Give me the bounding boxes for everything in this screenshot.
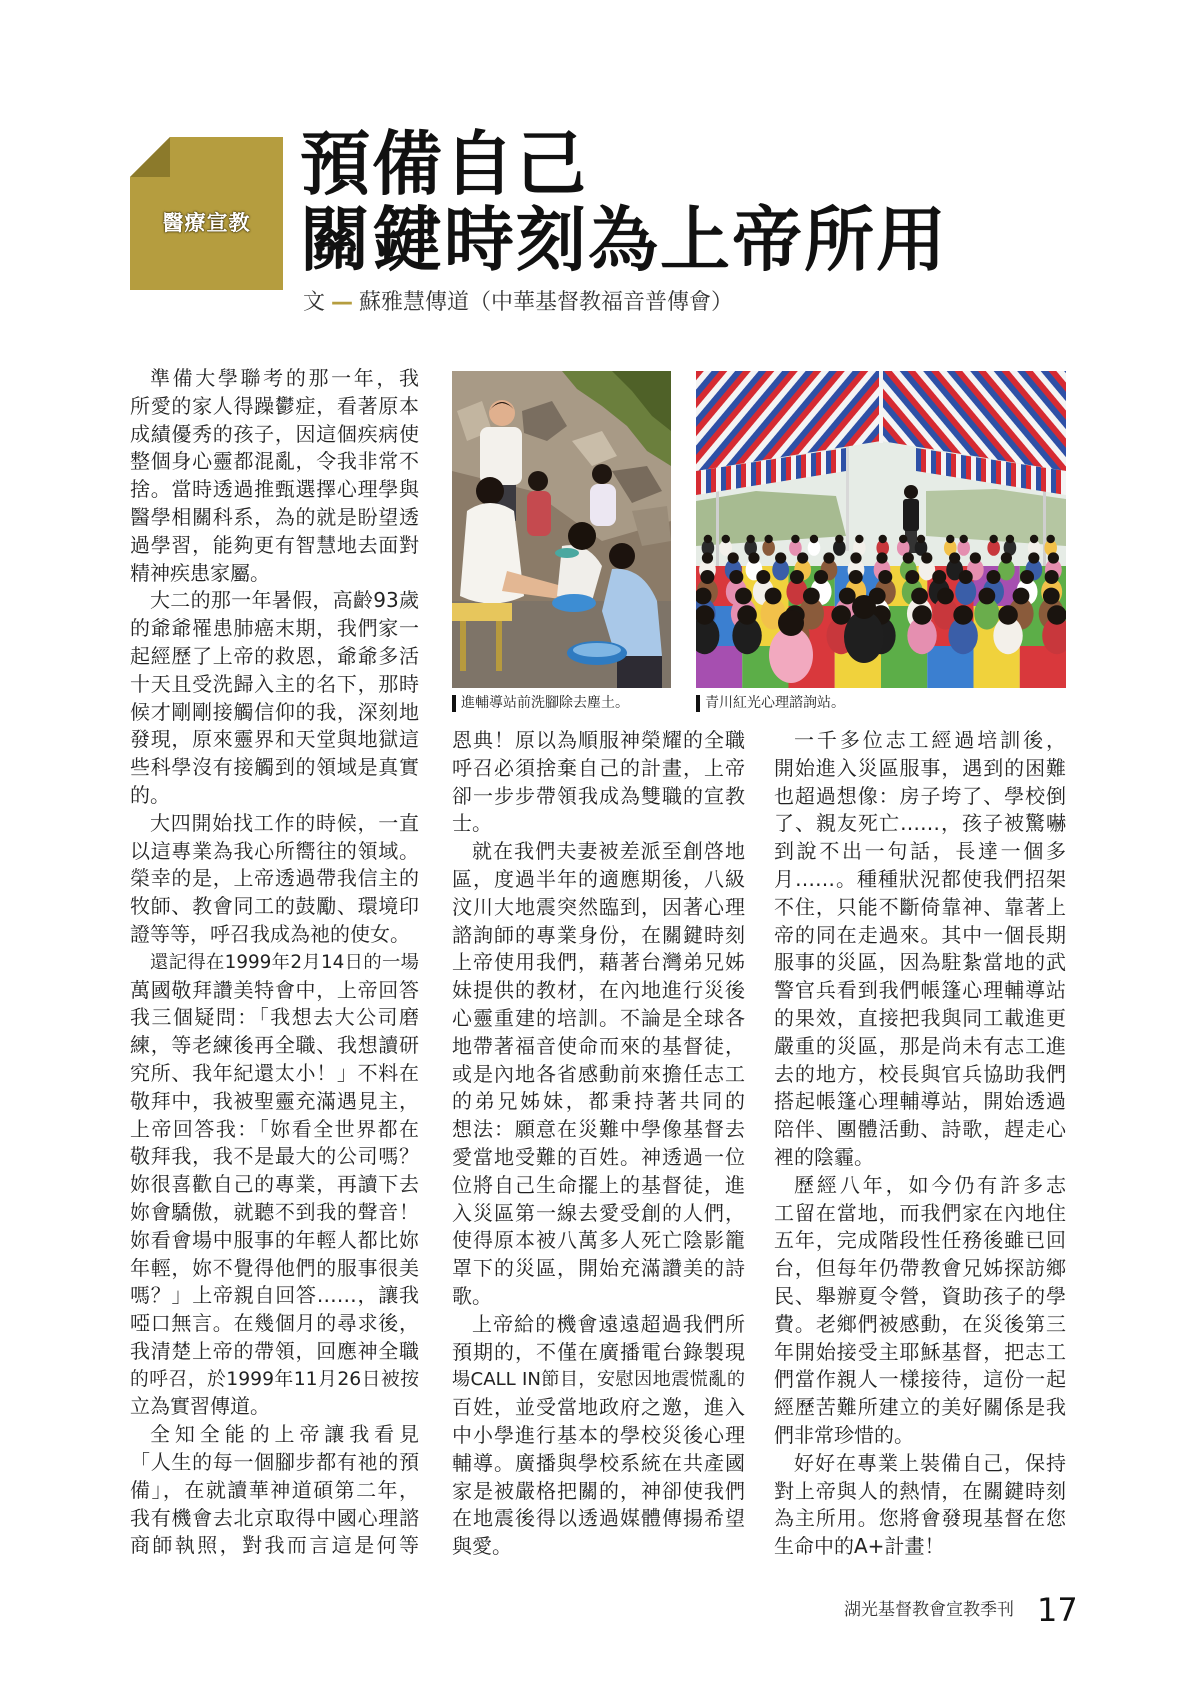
article-text-line: 服事的災區，因為駐紮當地的武 bbox=[774, 950, 1066, 975]
article-text-line: 就在我們夫妻被差派至創啓地 bbox=[472, 839, 745, 864]
child-head bbox=[878, 570, 892, 584]
article-text-line: 汶川大地震突然臨到，因著心理 bbox=[452, 894, 745, 919]
article-text-line: 們非常珍惜的。 bbox=[774, 1422, 914, 1447]
article-text-line: 過學習，能夠更有智慧地去面對 bbox=[130, 532, 419, 557]
child-head bbox=[986, 570, 1000, 584]
article-text-line: 我三個疑問：「我想去大公司磨 bbox=[130, 1005, 419, 1030]
child-head bbox=[775, 552, 786, 563]
article-text-line: 為主所用。您將會發現基督在您 bbox=[774, 1506, 1066, 1531]
article-text-line: 月……。種種狀況都使我們招架 bbox=[774, 866, 1066, 891]
article-text-line: 還記得在1999年2月14日的一場 bbox=[150, 951, 419, 973]
child-head bbox=[905, 570, 919, 584]
article-text-line: 與愛。 bbox=[452, 1534, 512, 1559]
article-text-line: 呼召必須捨棄自己的計畫，上帝 bbox=[452, 755, 745, 780]
child-head bbox=[778, 610, 804, 636]
speaker-head bbox=[904, 485, 918, 499]
child-head bbox=[748, 552, 759, 563]
article-text-line: 醫學相關科系，為的就是盼望透 bbox=[130, 504, 419, 529]
article-text-line: 士。 bbox=[452, 811, 492, 836]
child-head bbox=[937, 588, 954, 605]
article-text-line: 妳很喜歡自己的專業，再讀下去 bbox=[130, 1172, 419, 1197]
article-text-line: 陪伴、團體活動、詩歌，趕走心 bbox=[774, 1117, 1066, 1142]
child-head bbox=[917, 535, 925, 543]
tent-pole bbox=[846, 441, 849, 551]
child-head bbox=[702, 552, 713, 563]
child-head bbox=[912, 605, 932, 625]
article-text-line: 卻一步步帶領我成為雙職的宣教 bbox=[452, 783, 745, 808]
article-text-line: 年開始接受主耶穌基督，把志工 bbox=[774, 1339, 1066, 1364]
article-text-line: 十天且受洗歸入主的名下，那時 bbox=[130, 671, 419, 696]
section-tag bbox=[130, 137, 283, 290]
article-text-line: 備」，在就讀華神道碩第二年， bbox=[130, 1477, 419, 1502]
child-head bbox=[960, 535, 968, 543]
girl-head bbox=[528, 471, 548, 491]
article-text-line: 捨。當時透過推甄選擇心理學與 bbox=[130, 477, 419, 502]
girl-striped-shirt bbox=[527, 491, 551, 536]
article-text-line: 不住，只能不斷倚靠神、靠著上 bbox=[774, 894, 1066, 919]
article-text-line: 好好在專業上裝備自己，保持 bbox=[794, 1450, 1066, 1475]
article-text-line: 究所、我年紀還太小！」不料在 bbox=[130, 1060, 419, 1085]
article-text-line: 上帝回答我：「妳看全世界都在 bbox=[130, 1116, 419, 1141]
article-text-line: 上帝給的機會遠遠超過我們所 bbox=[472, 1311, 745, 1336]
article-text-line: 啞口無言。在幾個月的尋求後， bbox=[130, 1311, 419, 1336]
woman-head bbox=[609, 543, 635, 569]
article-text-line: 大四開始找工作的時候，一直 bbox=[150, 810, 419, 835]
article-text-line: 區，度過半年的適應期後，八級 bbox=[452, 866, 745, 891]
article-text-line: 的呼召，於1999年11月26日被按 bbox=[130, 1368, 419, 1390]
yellow-stool-seat bbox=[452, 603, 512, 621]
article-column-1 bbox=[130, 365, 419, 1560]
photo-foot-washing bbox=[452, 371, 671, 688]
article-title-line-1: 預備自己 bbox=[300, 123, 588, 205]
article-text-line: 證等等，呼召我成為祂的使女。 bbox=[130, 921, 410, 946]
article-text-line: 去的地方，校長與官兵協助我們 bbox=[774, 1061, 1066, 1086]
child-head bbox=[946, 535, 954, 543]
woman-trousers bbox=[617, 656, 662, 688]
article-text-line: 起經歷了上帝的救恩，爺爺多活 bbox=[130, 643, 419, 668]
child-head bbox=[1043, 588, 1060, 605]
child-head bbox=[876, 552, 887, 563]
article-text-line: 在地震後得以透過媒體傳揚希望 bbox=[452, 1506, 745, 1531]
child-head bbox=[1028, 552, 1039, 563]
byline-dash: — bbox=[331, 290, 354, 315]
article-text-line: 經歷苦難所建立的美好關係是我 bbox=[774, 1395, 1066, 1420]
article-text-line: 以這專業為我心所嚮往的領域。 bbox=[130, 838, 419, 863]
article-title-line-2: 關鍵時刻為上帝所用 bbox=[300, 199, 948, 281]
child-head bbox=[790, 570, 804, 584]
article-text-line: 位將自己生命擺上的基督徒，進 bbox=[452, 1172, 745, 1197]
helper-head bbox=[568, 522, 596, 550]
article-text-line: 場CALL IN節目，安慰因地震慌亂的 bbox=[452, 1369, 745, 1391]
article-text-line: 整個身心靈都混亂，令我非常不 bbox=[130, 449, 419, 474]
article-text-line: 費。老鄉們被感動，在災後第三 bbox=[774, 1311, 1066, 1336]
article-text-line: 民、舉辦夏令營，資助孩子的學 bbox=[774, 1283, 1066, 1308]
article-text-line: 商師執照，對我而言這是何等 bbox=[130, 1533, 419, 1558]
article-text-line: 搭起帳篷心理輔導站，開始透過 bbox=[774, 1089, 1066, 1114]
boy-shirt bbox=[480, 427, 522, 485]
child-head bbox=[998, 605, 1018, 625]
article-column-3 bbox=[774, 727, 1066, 1561]
caption-marker bbox=[696, 695, 700, 712]
article-text-line: 一千多位志工經過培訓後， bbox=[794, 728, 1066, 752]
child-head bbox=[1013, 588, 1030, 605]
child-head bbox=[756, 570, 770, 584]
article-text-line: 的果效，直接把我與同工載進更 bbox=[774, 1005, 1066, 1030]
article-text-line: 警官兵看到我們帳篷心理輔導站 bbox=[774, 978, 1066, 1003]
child-head bbox=[849, 570, 863, 584]
child-head bbox=[735, 588, 752, 605]
article-text-line: 想法：願意在災難中學像基督去 bbox=[452, 1117, 745, 1142]
article-text-line: 台，但每年仍帶教會兄姊探訪鄉 bbox=[774, 1256, 1066, 1281]
article-text-line: 了、親友死亡……，孩子被驚嚇 bbox=[774, 811, 1066, 836]
caption-text: 青川紅光心理諮詢站。 bbox=[705, 695, 845, 711]
child-head bbox=[803, 588, 820, 605]
child-head bbox=[911, 588, 928, 605]
child-head bbox=[1001, 552, 1012, 563]
article-text-line: 些科學沒有接觸到的領域是真實 bbox=[130, 755, 419, 780]
article-text-line: 中小學進行基本的學校災後心理 bbox=[452, 1422, 745, 1447]
article-text-line: 的爺爺罹患肺癌末期，我們家一 bbox=[130, 616, 419, 641]
article-text-line: 準備大學聯考的那一年，我 bbox=[150, 366, 419, 390]
caption-marker bbox=[452, 695, 456, 712]
article-text-line: 精神疾患家屬。 bbox=[130, 560, 270, 585]
article-text-line: 我有機會去北京取得中國心理諮 bbox=[130, 1505, 419, 1530]
caption-text: 進輔導站前洗腳除去塵土。 bbox=[461, 695, 629, 711]
article-text-line: 歌。 bbox=[452, 1283, 492, 1308]
child-head bbox=[797, 552, 808, 563]
child-head bbox=[722, 535, 730, 543]
photo-tent-station-image bbox=[696, 371, 1066, 688]
child-head bbox=[764, 535, 772, 543]
article-text-line: 預期的，不僅在廣播電台錄製現 bbox=[452, 1339, 745, 1364]
article-text-line: 們當作親人一樣接待，這份一起 bbox=[774, 1367, 1066, 1392]
article-text-line: 我清楚上帝的帶領，回應神全職 bbox=[130, 1338, 419, 1363]
article-text-line: 大二的那一年暑假，高齡93歲 bbox=[150, 588, 419, 613]
child-head bbox=[850, 552, 861, 563]
child-head bbox=[903, 552, 914, 563]
child-head bbox=[814, 570, 828, 584]
article-text-line: 年輕，妳不覺得他們的服事很美 bbox=[130, 1255, 419, 1280]
child-head bbox=[855, 535, 863, 543]
article-text-line: 開始進入災區服事，遇到的困難 bbox=[774, 755, 1066, 780]
child-head bbox=[1006, 535, 1014, 543]
article-text-line: 牧師、教會同工的鼓勵、環境印 bbox=[130, 894, 419, 919]
child-head bbox=[1030, 535, 1038, 543]
publication-name: 湖光基督教會宣教季刊 bbox=[844, 1600, 1014, 1620]
child-head bbox=[899, 535, 907, 543]
child-head bbox=[989, 535, 997, 543]
girl-head bbox=[476, 477, 504, 505]
article-text-line: 所愛的家人得躁鬱症，看著原本 bbox=[130, 393, 419, 418]
child-head bbox=[949, 552, 960, 563]
article-text-line: 罩下的災區，開始充滿讚美的詩 bbox=[452, 1256, 745, 1281]
child-head bbox=[746, 535, 754, 543]
article-text-line: 家是被嚴格把關的，神卻使我們 bbox=[452, 1478, 745, 1503]
article-text-line: 嚴重的災區，那是尚未有志工進 bbox=[774, 1033, 1066, 1058]
article-text-line: 帝的同在走過來。其中一個長期 bbox=[774, 922, 1066, 947]
stool-leg bbox=[496, 621, 502, 671]
article-text-line: 恩典！原以為順服神榮耀的全職 bbox=[452, 728, 745, 752]
photo-tent-station bbox=[696, 371, 1066, 688]
article-text-line: 「人生的每一個腳步都有祂的預 bbox=[130, 1450, 419, 1475]
child-head bbox=[823, 552, 834, 563]
basin-water bbox=[573, 643, 621, 657]
child-head bbox=[791, 535, 799, 543]
child-head bbox=[953, 605, 973, 625]
article-text-line: 萬國敬拜讚美特會中，上帝回答 bbox=[130, 977, 419, 1002]
photo-caption-1 bbox=[452, 693, 629, 713]
girl-shirt bbox=[590, 484, 616, 526]
byline-author: 蘇雅慧傳道（中華基督教福音普傳會） bbox=[359, 290, 734, 315]
child-head bbox=[728, 552, 739, 563]
tent-ridge bbox=[879, 371, 883, 443]
article-text-line: 敬拜我，我不是最大的公司嗎？ bbox=[130, 1144, 419, 1169]
article-text-line: 到說不出一句話，長達一個多 bbox=[774, 839, 1066, 864]
child-head bbox=[852, 595, 876, 619]
article-text-line: 嗎？」上帝親自回答……，讓我 bbox=[130, 1283, 419, 1308]
boy-head bbox=[489, 400, 515, 426]
page-number: 17 bbox=[1037, 1591, 1078, 1629]
article-text-line: 妹提供的教材，在內地進行災後 bbox=[452, 978, 745, 1003]
article-text-line: 成績優秀的孩子，因這個疾病使 bbox=[130, 421, 419, 446]
child-head bbox=[1048, 552, 1059, 563]
article-text-line: 地帶著福音使命而來的基督徒， bbox=[452, 1033, 745, 1058]
section-tag-label: 醫療宣教 bbox=[162, 210, 251, 235]
article-text-line: 五年，完成階段性任務後雖已回 bbox=[774, 1228, 1066, 1253]
wash-basin bbox=[552, 594, 596, 612]
girl-head bbox=[592, 464, 612, 484]
child-head bbox=[810, 535, 818, 543]
child-head bbox=[835, 535, 843, 543]
article-text-line: 全知全能的上帝讓我看見 bbox=[150, 1422, 419, 1447]
article-text-line: 輔導。廣播與學校系統在共產國 bbox=[452, 1450, 745, 1475]
speaker-shirt bbox=[903, 499, 919, 531]
child-head bbox=[737, 605, 757, 625]
byline-prefix: 文 bbox=[303, 290, 326, 315]
article-text-line: 或是內地各省感動前來擔任志工 bbox=[452, 1061, 745, 1086]
article-text-line: 百姓，並受當地政府之邀，進入 bbox=[452, 1395, 745, 1420]
stool-leg bbox=[460, 621, 466, 671]
article-text-line: 發現，原來靈界和天堂與地獄這 bbox=[130, 727, 419, 752]
article-text-line: 立為實習傳道。 bbox=[130, 1394, 270, 1419]
article-text-line: 心靈重建的培訓。不論是全球各 bbox=[452, 1005, 745, 1030]
article-text-line: 生命中的A+計畫！ bbox=[774, 1534, 945, 1559]
child-head bbox=[729, 570, 743, 584]
article-text-line: 對上帝與人的熱情，在關鍵時刻 bbox=[774, 1478, 1066, 1503]
article-text-line: 上帝使用我們，藉著台灣弟兄姊 bbox=[452, 950, 745, 975]
child-head bbox=[1020, 570, 1034, 584]
article-text-line: 裡的陰霾。 bbox=[774, 1144, 874, 1169]
byline bbox=[303, 288, 733, 318]
article-text-line: 諮詢師的專業身份，在關鍵時刻 bbox=[452, 922, 745, 947]
child-head bbox=[932, 570, 946, 584]
article-text-line: 使得原本被八萬多人死亡陰影籠 bbox=[452, 1228, 745, 1253]
article-text-line: 愛當地受難的百姓。神透過一位 bbox=[452, 1144, 745, 1169]
article-text-line: 敬拜中，我被聖靈充滿遇見主， bbox=[130, 1088, 419, 1113]
child-head bbox=[1047, 605, 1066, 625]
child-head bbox=[1047, 535, 1055, 543]
child-head bbox=[959, 570, 973, 584]
article-text-line: 妳會驕傲，就聽不到我的聲音！ bbox=[130, 1199, 419, 1224]
child-head bbox=[921, 552, 932, 563]
article-text-line: 妳看會場中服事的年輕人都比妳 bbox=[130, 1227, 419, 1252]
article-text-line: 榮幸的是，上帝透過帶我信主的 bbox=[130, 866, 419, 891]
article-text-line: 歷經八年，如今仍有許多志 bbox=[794, 1172, 1066, 1197]
article-text-line: 候才剛剛接觸信仰的我，深刻地 bbox=[130, 699, 419, 724]
child-head bbox=[970, 552, 981, 563]
wash-basin bbox=[555, 548, 579, 558]
article-text-line: 工留在當地，而我們家在內地住 bbox=[774, 1200, 1066, 1225]
child-head bbox=[879, 535, 887, 543]
article-text-line: 也超過想像：房子垮了、學校倒 bbox=[774, 783, 1066, 808]
child-head bbox=[978, 588, 995, 605]
article-text-line: 入災區第一線去愛受創的人們， bbox=[452, 1200, 745, 1225]
photo-caption-2 bbox=[696, 693, 845, 713]
child-head bbox=[1045, 570, 1059, 584]
article-text-line: 的弟兄姊妹，都秉持著共同的 bbox=[452, 1089, 745, 1114]
article-text-line: 練，等老練後再全職、我想讀研 bbox=[130, 1033, 419, 1058]
child-head bbox=[765, 588, 782, 605]
article-column-2 bbox=[452, 727, 745, 1561]
child-head bbox=[700, 570, 714, 584]
child-head bbox=[704, 535, 712, 543]
article-text-line: 的。 bbox=[130, 782, 170, 807]
photo-foot-washing-image bbox=[452, 371, 671, 688]
